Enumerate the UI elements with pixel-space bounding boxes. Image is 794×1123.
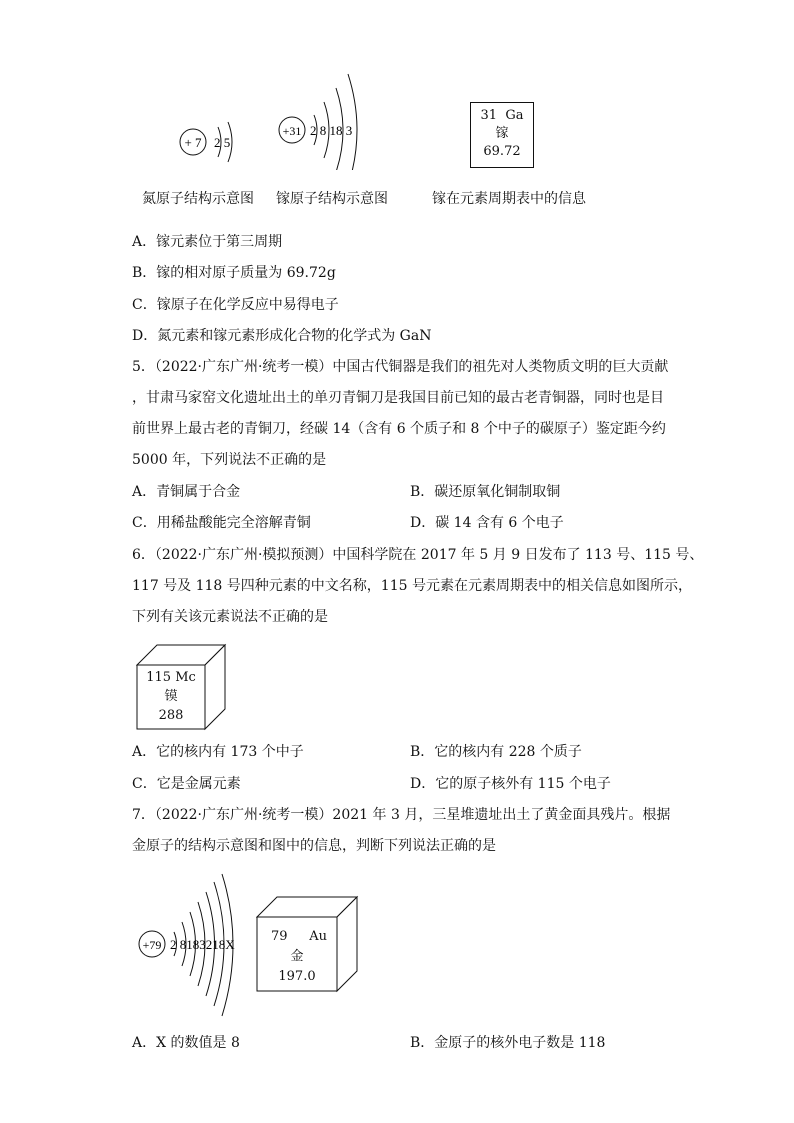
moscovium-number-symbol: [137, 668, 205, 687]
q5-option-b[interactable]: B．碳还原氧化铜制取铜: [410, 484, 561, 500]
q7-stem-line-1: 7．（2022·广东广州·统考一模）2021 年 3 月，三星堆遗址出土了黄金面具残片。根据: [132, 807, 671, 823]
q4-option-c[interactable]: C．镓原子在化学反应中易得电子: [132, 297, 339, 313]
moscovium-number: 115: [146, 670, 172, 685]
gallium-mass: 69.72: [483, 144, 521, 159]
gallium-name: 镓: [495, 126, 509, 141]
gold-mass: 197.0: [278, 969, 316, 984]
q7-stem-line-2: 金原子的结构示意图和图中的信息，判断下列说法正确的是: [132, 838, 496, 854]
q5-option-c[interactable]: C．用稀盐酸能完全溶解青铜: [132, 515, 311, 531]
gold-shells: 2 8183218X: [170, 937, 235, 952]
q5-option-d[interactable]: D．碳 14 含有 6 个电子: [410, 515, 564, 531]
gallium-number: 31: [480, 108, 498, 123]
q5-stem-line-1: 5．（2022·广东广州·统考一模）中国古代铜器是我们的祖先对人类物质文明的巨大贡献: [132, 359, 669, 375]
q6-option-a[interactable]: A．它的核内有 173 个中子: [132, 744, 304, 760]
q6-stem-line-1: 6．（2022·广东广州·模拟预测）中国科学院在 2017 年 5 月 9 日发布了 113 号、115 号、: [132, 547, 704, 563]
gallium-number-symbol: [471, 107, 533, 125]
q4-option-b[interactable]: B．镓的相对原子质量为 69.72g: [132, 265, 336, 281]
gallium-card-caption: 镓在元素周期表中的信息: [432, 191, 586, 207]
gold-name: 金: [290, 949, 304, 964]
q6-option-b[interactable]: B．它的核内有 228 个质子: [410, 744, 582, 760]
gallium-symbol: Ga: [505, 108, 524, 123]
q6-stem-line-3: 下列有关该元素说法不正确的是: [132, 609, 328, 625]
q4-figure: [140, 60, 600, 210]
gallium-element-card: [470, 102, 534, 168]
q5-stem-line-4: 5000 年，下列说法不正确的是: [132, 452, 327, 468]
gallium-shells: 2 8 18 3: [310, 123, 353, 138]
q6-option-c[interactable]: C．它是金属元素: [132, 776, 241, 792]
gallium-caption: 镓原子结构示意图: [276, 191, 388, 207]
q6-option-d[interactable]: D．它的原子核外有 115 个电子: [410, 776, 611, 792]
gold-element-cube: [256, 895, 360, 993]
moscovium-element-cube: [136, 643, 228, 731]
gold-nucleus: +79: [142, 938, 162, 952]
nitrogen-caption: 氮原子结构示意图: [142, 191, 254, 207]
moscovium-name: 镆: [164, 689, 178, 704]
q4-option-a[interactable]: A．镓元素位于第三周期: [132, 234, 283, 250]
nitrogen-nucleus: + 7: [184, 135, 202, 150]
q5-stem-line-3: 前世界上最古老的青铜刀，经碳 14（含有 6 个质子和 8 个中子的碳原子）鉴定距今约: [132, 421, 666, 437]
nitrogen-shells: 2 5: [214, 135, 231, 150]
q7-option-b[interactable]: B．金原子的核外电子数是 118: [410, 1035, 606, 1051]
gold-number-symbol: [257, 927, 337, 947]
gold-number: 79: [271, 929, 288, 944]
gold-atom-diagram: [134, 872, 254, 1020]
q4-option-d[interactable]: D．氮元素和镓元素形成化合物的化学式为 GaN: [132, 328, 432, 344]
q5-stem-line-2: ，甘肃马家窑文化遗址出土的单刃青铜刀是我国目前已知的最古老青铜器，同时也是目: [132, 390, 664, 406]
gold-symbol: Au: [309, 929, 327, 944]
q5-option-a[interactable]: A．青铜属于合金: [132, 484, 241, 500]
q6-stem-line-2: 117 号及 118 号四种元素的中文名称，115 号元素在元素周期表中的相关信息如图所示，: [132, 578, 692, 594]
q7-option-a[interactable]: A．X 的数值是 8: [132, 1035, 240, 1051]
gallium-nucleus: +31: [282, 124, 302, 138]
nitrogen-atom-diagram: [140, 60, 260, 170]
moscovium-symbol: Mc: [175, 670, 196, 685]
gallium-atom-diagram: [272, 60, 372, 170]
moscovium-mass: 288: [158, 708, 184, 723]
